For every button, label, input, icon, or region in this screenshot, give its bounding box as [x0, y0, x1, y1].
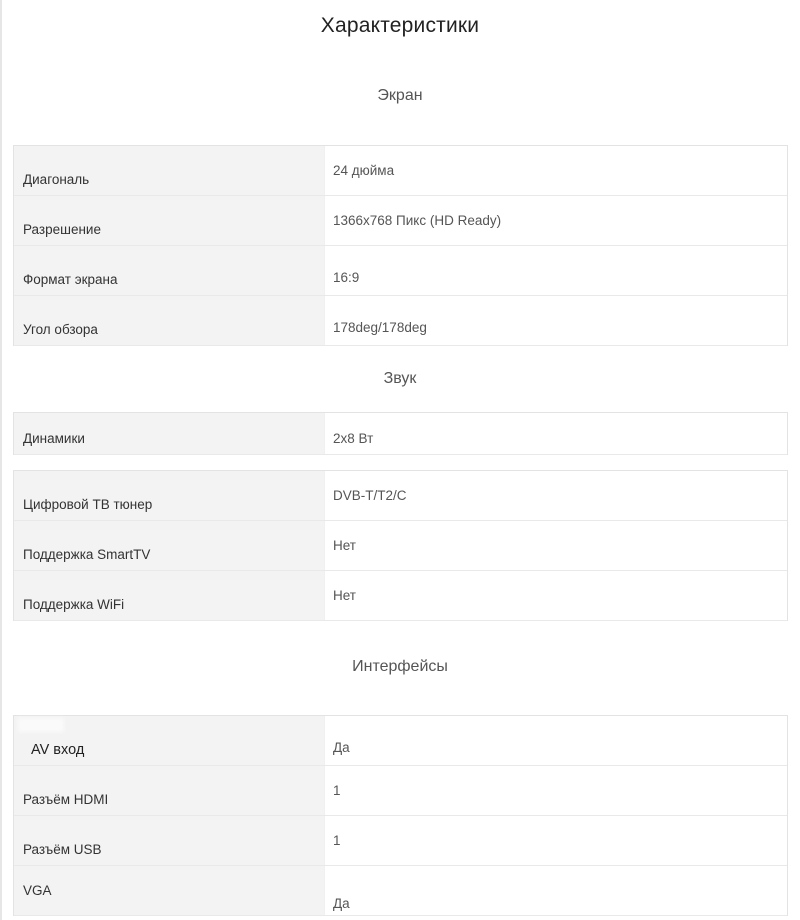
spec-value-cell [324, 471, 787, 520]
spec-label-cell [14, 196, 324, 245]
spec-value: 24 дюйма [333, 163, 395, 178]
spec-table-features [13, 470, 788, 621]
spec-value-cell [324, 146, 787, 195]
spec-label: Поддержка WiFi [23, 597, 125, 612]
spec-value: Да [333, 740, 350, 755]
spec-row [14, 866, 787, 916]
spec-value: 178deg/178deg [333, 320, 427, 335]
spec-value: Нет [333, 538, 356, 553]
spec-label-cell [14, 146, 324, 195]
spec-label-cell [14, 716, 324, 765]
spec-value: DVB-T/T2/C [333, 488, 407, 503]
spec-value-cell [324, 196, 787, 245]
spec-row [14, 571, 787, 621]
spec-label-cell [14, 413, 324, 454]
spec-label: Цифровой ТВ тюнер [23, 497, 153, 512]
page-title: Характеристики [320, 14, 480, 37]
spec-label: Разъём HDMI [23, 792, 109, 807]
spec-row [14, 816, 787, 866]
spec-value-cell [324, 766, 787, 815]
spec-label-cell [14, 296, 324, 345]
spec-value-cell [324, 816, 787, 865]
spec-label-cell [14, 766, 324, 815]
spec-value-cell [324, 413, 787, 454]
spec-value: 2x8 Вт [333, 431, 374, 446]
page-left-border [0, 0, 2, 920]
spec-label: Поддержка SmartTV [23, 547, 151, 562]
spec-row [14, 766, 787, 816]
spec-label: Диагональ [23, 172, 90, 187]
section-title-interfaces: Интерфейсы [352, 658, 448, 675]
spec-label-cell [14, 521, 324, 570]
spec-label: Угол обзора [23, 322, 98, 337]
spec-value: 1 [333, 783, 341, 798]
spec-value-cell [324, 521, 787, 570]
spec-row [14, 296, 787, 346]
spec-value-cell [324, 571, 787, 620]
spec-label-cell [14, 246, 324, 295]
spec-value: Да [333, 896, 350, 911]
spec-value-cell [324, 296, 787, 345]
spec-row [14, 196, 787, 246]
spec-table-screen [13, 145, 788, 346]
section-title-screen: Экран [377, 87, 423, 104]
spec-value-cell [324, 866, 787, 915]
spec-row [14, 413, 787, 455]
spec-label-cell [14, 816, 324, 865]
spec-value-cell [324, 246, 787, 295]
spec-value: 1366x768 Пикс (HD Ready) [333, 213, 502, 228]
spec-label: AV вход [31, 742, 85, 758]
spec-label: Разрешение [23, 222, 101, 237]
blur-mark [18, 718, 64, 732]
spec-row [14, 521, 787, 571]
spec-label-cell [14, 571, 324, 620]
spec-row [14, 716, 787, 766]
spec-label-cell [14, 471, 324, 520]
spec-label-cell [14, 866, 324, 915]
spec-value-cell [324, 716, 787, 765]
spec-row [14, 471, 787, 521]
spec-row [14, 146, 787, 196]
spec-label: Динамики [23, 431, 85, 446]
spec-label: VGA [23, 883, 52, 898]
spec-value: 1 [333, 833, 341, 848]
spec-label: Формат экрана [23, 272, 118, 287]
spec-value: 16:9 [333, 270, 360, 285]
spec-value: Нет [333, 588, 356, 603]
spec-label: Разъём USB [23, 842, 102, 857]
spec-table-sound [13, 412, 788, 455]
spec-row [14, 246, 787, 296]
spec-table-interfaces [13, 715, 788, 916]
section-title-sound: Звук [383, 370, 417, 387]
